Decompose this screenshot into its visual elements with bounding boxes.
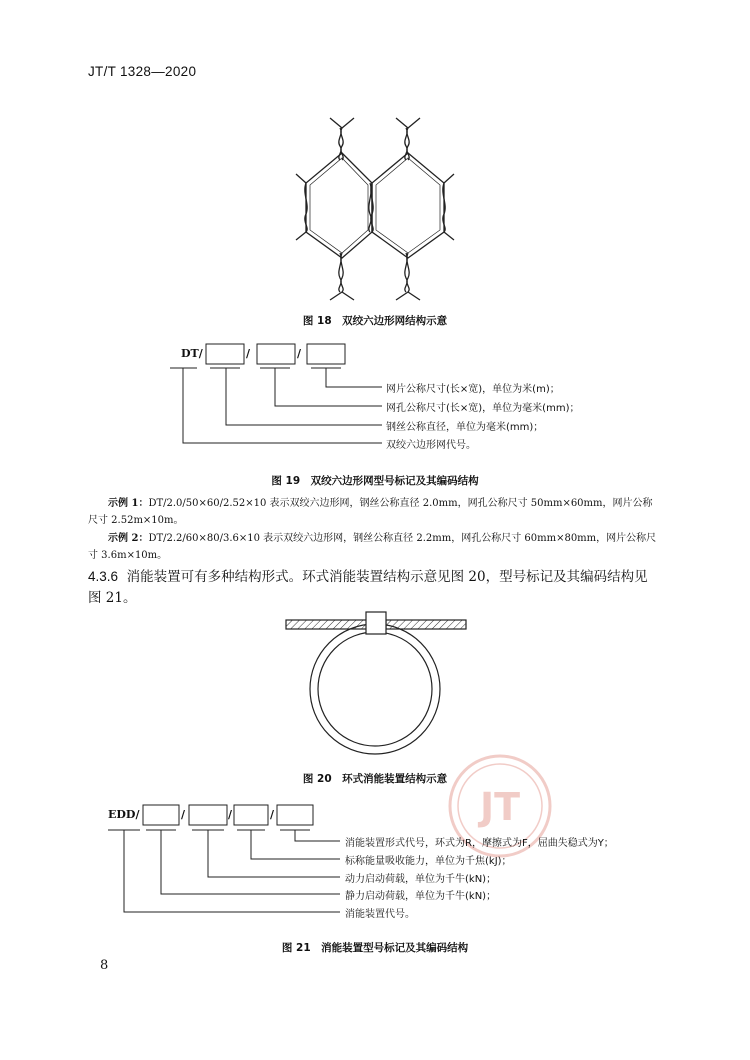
figure21-leader-5 (124, 830, 340, 912)
example-2-label: 示例 2： (108, 533, 149, 544)
figure20-caption: 图 20 环式消能装置结构示意 (302, 773, 448, 785)
clause-number: 4.3.6 (88, 569, 119, 584)
figure18-caption: 图 18 双绞六边形网结构示意 (302, 315, 448, 327)
figure21-prefix: EDD/ (108, 808, 140, 821)
figure19-label-2: 网孔公称尺寸(长×宽)，单位为毫米(mm)； (386, 403, 580, 414)
figure21-caption: 图 21 消能装置型号标记及其编码结构 (281, 942, 469, 954)
clause-text: 消能装置可有多种结构形式。环式消能装置结构示意见图 20，型号标记及其编码结构见图 21。 (88, 569, 648, 606)
example-1-label: 示例 1： (108, 498, 149, 509)
figure21-label-1: 消能装置形式代号，环式为R，摩擦式为F，屈曲失稳式为Y； (345, 838, 614, 849)
figure21-box-4 (277, 805, 313, 825)
figure21-box-1 (143, 805, 179, 825)
figure21-label-2: 标称能量吸收能力，单位为千焦(kJ)； (345, 856, 512, 867)
figure21-separator-3: / (270, 808, 275, 821)
figure19-label-4: 双绞六边形网代号。 (386, 440, 476, 451)
figure19-caption: 图 19 双绞六边形网型号标记及其编码结构 (271, 475, 479, 487)
figure19-prefix: DT/ (181, 347, 203, 360)
example-1-text: DT/2.0/50×60/2.52×10 表示双绞六边形网，钢丝公称直径 2.0mm，网孔公称尺寸 50mm×60mm，网片公称尺寸 2.52m×10m。 (88, 498, 653, 526)
page-number: 8 (100, 958, 109, 973)
figure21-separator-2: / (228, 808, 233, 821)
figure19-separator-1: / (246, 347, 251, 360)
figure21-label-5: 消能装置代号。 (345, 909, 415, 920)
figure19-separator-2: / (297, 347, 302, 360)
figure21-box-2 (189, 805, 227, 825)
figure19-label-1: 网片公称尺寸(长×宽)，单位为米(m)； (386, 384, 560, 395)
example-2-text: DT/2.2/60×80/3.6×10 表示双绞六边形网，钢丝公称直径 2.2mm，网孔公称尺寸 60mm×80mm，网片公称尺寸 3.6m×10m。 (88, 533, 657, 561)
figure21-separator-1: / (181, 808, 186, 821)
figure21-box-3 (234, 805, 268, 825)
svg-text:JT: JT (479, 785, 521, 829)
figure21-leader-1 (295, 830, 340, 841)
figure19-label-3: 钢丝公称直径，单位为毫米(mm)； (386, 422, 544, 433)
figure21-label-4: 静力启动荷载，单位为千牛(kN)； (345, 891, 497, 902)
figure21-label-3: 动力启动荷载，单位为千牛(kN)； (345, 874, 497, 885)
figure21-leader-3 (208, 830, 340, 877)
standard-code-header: JT/T 1328—2020 (88, 64, 197, 79)
